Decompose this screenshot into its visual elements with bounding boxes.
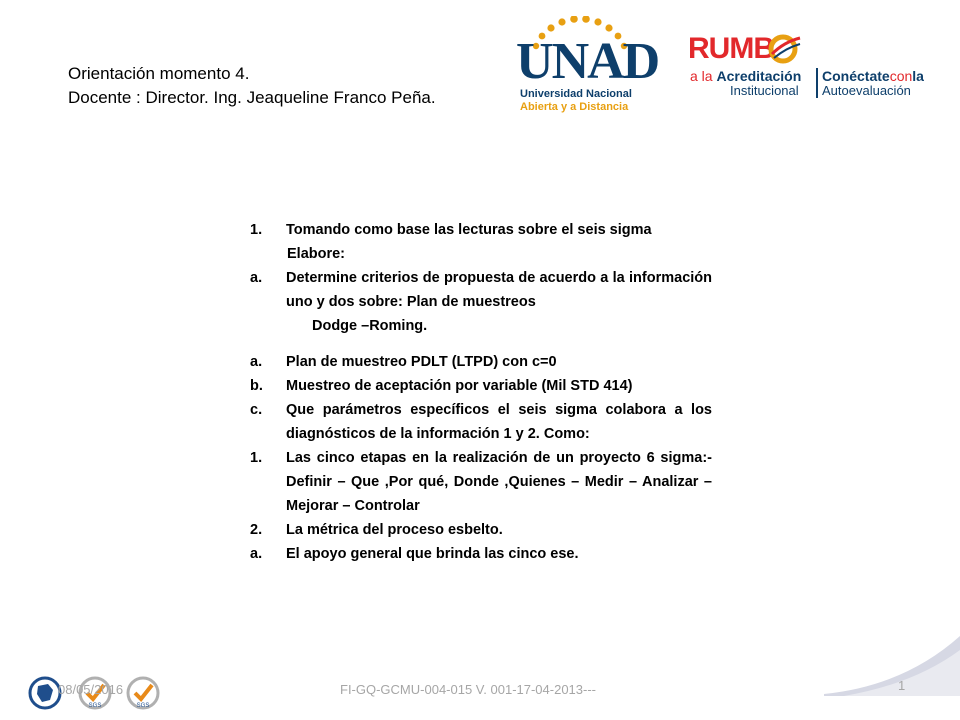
list-item-text: El apoyo general que brinda las cinco ese. [286, 546, 579, 562]
list-item [250, 338, 712, 350]
list-item [250, 542, 712, 566]
list-item [250, 518, 712, 542]
unad-line2: Abierta y a Distancia [520, 101, 629, 113]
list-item-text: Dodge –Roming. [312, 318, 428, 334]
rumbo-compass-icon [768, 34, 802, 64]
list-item [250, 314, 712, 338]
list-marker: b. [250, 378, 263, 394]
list-item-text: Que parámetros específicos el seis sigma colabora a los diagnósticos de la información 1 y 2. Como: [286, 402, 712, 442]
list-marker: a. [250, 270, 263, 286]
slide-footer [0, 676, 960, 709]
sgs-seal-icon [126, 676, 160, 710]
list-marker: a. [250, 546, 263, 562]
list-item-text: Determine criterios de propuesta de acuerdo a la información uno y dos sobre: Plan de muestreos [286, 270, 712, 310]
rumbo-wordmark: RUMB [688, 32, 774, 65]
list-marker: c. [250, 402, 263, 418]
unad-line1: Universidad Nacional [520, 88, 632, 100]
list-marker: 2. [250, 522, 263, 538]
list-item-text: Elabore: [287, 246, 346, 262]
list-item [250, 242, 712, 266]
list-item-text: Las cinco etapas en la realización de un proyecto 6 sigma:- Definir – Que ,Por qué, Donde ,Quienes – Medir – Analizar –Mejorar – Controlar [286, 450, 712, 514]
instructions-list [250, 218, 712, 566]
list-item [250, 398, 712, 446]
list-item [250, 374, 712, 398]
rumbo-separator [816, 68, 818, 98]
list-item-text: Tomando como base las lecturas sobre el seis sigma [286, 222, 652, 238]
rumbo-line3: Institucional [730, 83, 799, 98]
list-item-text: La métrica del proceso esbelto. [286, 522, 503, 538]
unad-wordmark: UNAD [516, 33, 659, 90]
list-marker: 1. [250, 450, 263, 466]
list-marker: 1. [250, 222, 263, 238]
slide-header [68, 62, 436, 110]
list-item-text: Muestreo de aceptación por variable (Mil STD 414) [286, 378, 633, 394]
footer-page-number: 1 [898, 678, 906, 693]
teacher-line: Docente : Director. Ing. Jeaqueline Franco Peña. [68, 88, 436, 107]
list-item [250, 218, 712, 242]
rumbo-line2: a la Acreditación [690, 68, 802, 84]
unad-logo [516, 16, 659, 113]
list-item [250, 446, 712, 518]
list-marker: a. [250, 354, 263, 370]
rumbo-right-line1: Conéctateconla [822, 68, 924, 84]
rumbo-right-line2: Autoevaluación [822, 83, 911, 98]
rumbo-logo [688, 32, 928, 102]
footer-date: 08/05/2016 [58, 682, 124, 697]
svg-text:SGS: SGS [88, 703, 102, 709]
list-item-text: Plan de muestreo PDLT (LTPD) con c=0 [286, 354, 557, 370]
footer-document-code: FI-GQ-GCMU-004-015 V. 001-17-04-2013--- [340, 682, 597, 697]
svg-text:SGS: SGS [136, 703, 150, 709]
list-item [250, 350, 712, 374]
colombia-seal-icon [28, 676, 62, 710]
slide-title: Orientación momento 4. [68, 64, 250, 83]
list-item [250, 266, 712, 314]
